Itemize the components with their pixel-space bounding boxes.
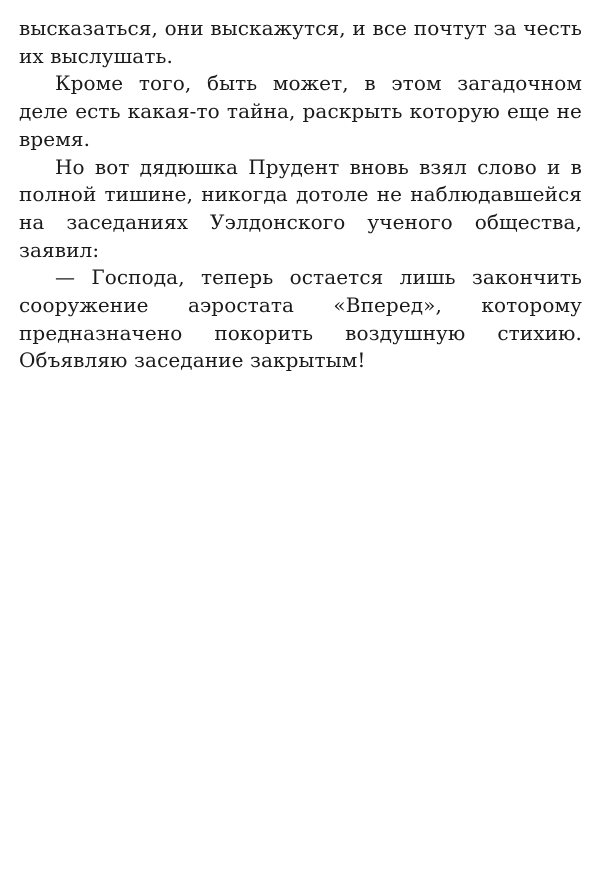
paragraph: высказаться, они выскажутся, и все почтут за честь их выслушать. — [19, 16, 582, 68]
paragraph: Но вот дядюшка Прудент вновь взял слово и в полной тишине, никогда дотоле не наблюдавшейся на заседаниях Уэлдонского ученого общества, заявил: — [19, 154, 582, 262]
paragraph: — Господа, теперь остается лишь закончить сооружение аэростата «Вперед», которому предназначено покорить воздушную стихию. Объявляю заседание закрытым! — [19, 265, 582, 373]
paragraph: Кроме того, быть может, в этом загадочном деле есть какая-то тайна, раскрыть которую еще не время. — [19, 71, 582, 151]
book-page — [19, 15, 582, 375]
